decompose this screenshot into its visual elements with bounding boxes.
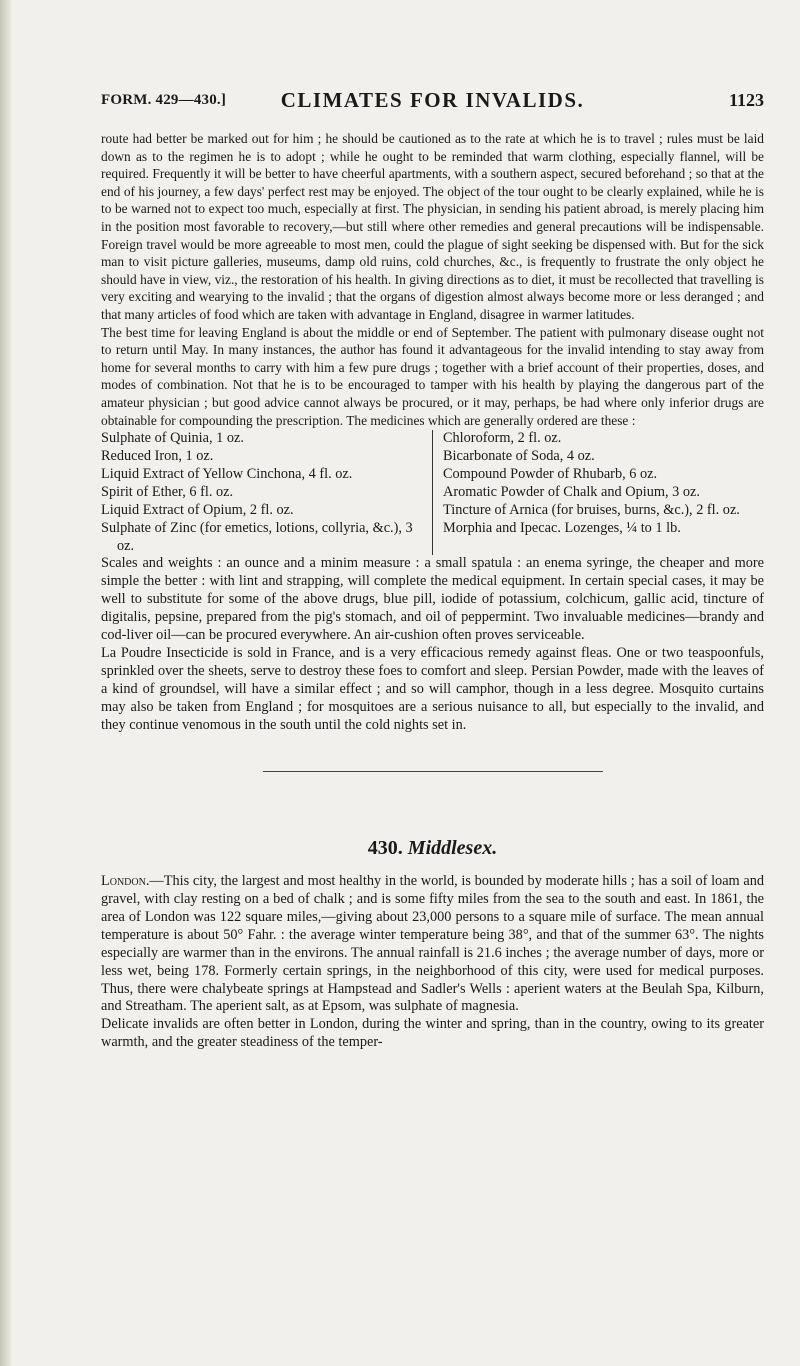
paragraph-travel-advice: route had better be marked out for him ; he should be cautioned as to the rate at which he is to travel ; rules must be laid down as to the regimen he is to adopt ; while he ought to be reminded that warm clothing, especially flannel, will be required. Frequently it will be better to have cheerful apartments, with a southern aspect, secured beforehand ; so that at the end of his journey, a few days' perfect rest may be enjoyed. The object of the tour ought to be clearly explained, while he is to be warned not to expect too much, especially at first. The physician, in sending his patient abroad, is merely placing him in the position most favorable to recovery,—but still where other remedies and general precautions will be indispensable. Foreign travel would be more agreeable to most men, could the plague of sight seeking be dispensed with. But for the sick man to visit picture galleries, museums, damp old ruins, cold churches, &c., is frequently to frustrate the only object he should have in view, viz., the restoration of his health. In giving directions as to diet, it must be recollected that travelling is very exciting and wearying to the invalid ; that the organs of digestion almost always become more or less deranged ; and that many articles of food which are taken with advantage in England, disagree in warmer latitudes.: [101, 131, 764, 322]
drug-list-right: [432, 430, 764, 555]
drug-item: Aromatic Powder of Chalk and Opium, 3 oz.: [443, 483, 700, 500]
drug-item: Spirit of Ether, 6 fl. oz.: [101, 483, 234, 500]
section-number: 430.: [367, 836, 403, 859]
page-body: [101, 130, 764, 1052]
drug-item: Liquid Extract of Opium, 2 fl. oz.: [101, 501, 294, 518]
paragraph-best-time: The best time for leaving England is about the middle or end of September. The patient with pulmonary disease ought not to return until May. In many instances, the author has found it advantageous for the invalid intending to stay away from home for several months to carry with him a few pure drugs ; together with a brief account of their properties, doses, and modes of combination. Not that he is to be encouraged to tamper with his health by playing the dangerous part of the amateur physician ; but good advice cannot always be procured, or it may, perhaps, be had where only inferior drugs are obtainable for compounding the prescription. The medicines which are generally ordered are these :: [101, 324, 764, 428]
drug-item: Bicarbonate of Soda, 4 oz.: [443, 448, 595, 464]
section-divider: [263, 771, 603, 772]
drug-item: Sulphate of Quinia, 1 oz.: [101, 430, 244, 447]
drug-item: Morphia and Ipecac. Lozenges, ¼ to 1 lb.: [443, 519, 681, 536]
paragraph-london: [101, 873, 764, 1016]
page-edge-shadow: [0, 0, 12, 1366]
running-header: [101, 88, 764, 114]
drug-list: [101, 430, 764, 555]
drug-item: Compound Powder of Rhubarb, 6 oz.: [443, 465, 658, 482]
london-lead: London.: [101, 873, 150, 890]
section-heading: [101, 836, 764, 859]
drug-item: Chloroform, 2 fl. oz.: [443, 430, 562, 447]
form-range: FORM. 429—430.]: [101, 92, 227, 108]
paragraph-insecticide: La Poudre Insecticide is sold in France, and is a very efficacious remedy against fleas. One or two teaspoonfuls, sprinkled over the sheets, serve to destroy these foes to comfort and sleep. Persian Powder, made with the leaves of a kind of groundsel, will have a similar effect ; and so will camphor, though in a less degree. Mosquito curtains may also be taken from England ; for mosquitoes are a serious nuisance to all, but especially to the invalid, and they continue venomous in the south until the cold nights set in.: [101, 644, 764, 733]
paragraph-equipment: Scales and weights : an ounce and a minim measure : a small spatula : an enema syringe, the cheaper and more simple the better : with lint and strapping, will complete the medical equipment. In certain special cases, it may be well to substitute for some of the above drugs, blue pill, iodide of potassium, colchicum, gallic acid, tincture of digitalis, pepsine, prepared from the pig's stomach, and oil of peppermint. Two invaluable medicines—brandy and cod-liver oil—can be procured everywhere. An air-cushion often proves serviceable.: [101, 555, 764, 644]
drug-item: Sulphate of Zinc (for emetics, lotions, collyria, &c.), 3 oz.: [101, 519, 413, 554]
drug-list-left: [101, 430, 432, 555]
paragraph-delicate-invalids: Delicate invalids are often better in London, during the winter and spring, than in the country, owing to its greater warmth, and the greater steadiness of the temper-: [101, 1016, 764, 1051]
drug-item: Tincture of Arnica (for bruises, burns, &c.), 2 fl. oz.: [443, 501, 740, 518]
section-name: Middlesex.: [407, 836, 498, 859]
drug-item: Liquid Extract of Yellow Cinchona, 4 fl. oz.: [101, 465, 353, 482]
page-number: 1123: [728, 90, 764, 110]
drug-item: Reduced Iron, 1 oz.: [101, 448, 214, 464]
london-text: —This city, the largest and most healthy in the world, is bounded by moderate hills ; has a soil of loam and gravel, with clay resting on a bed of chalk ; and is some fifty miles from the sea to the south and east. In 1861, the area of London was 122 square miles,—giving about 23,000 persons to a square mile of surface. The mean annual temperature is about 50° Fahr. : the average winter temperature being 38°, and that of the summer 63°. The nights especially are warmer than in the environs. The annual rainfall is 21.6 inches ; the average number of days, more or less wet, being 178. Formerly certain springs, in the neighborhood of this city, were used for medical purposes. Thus, there were chalybeate springs at Hampstead and Sadler's Wells : aperient waters at the Beulah Spa, Kilburn, and Streatham. The aperient salt, as at Epsom, was sulphate of magnesia.: [101, 873, 764, 1015]
running-title: CLIMATES FOR INVALIDS.: [280, 88, 585, 112]
